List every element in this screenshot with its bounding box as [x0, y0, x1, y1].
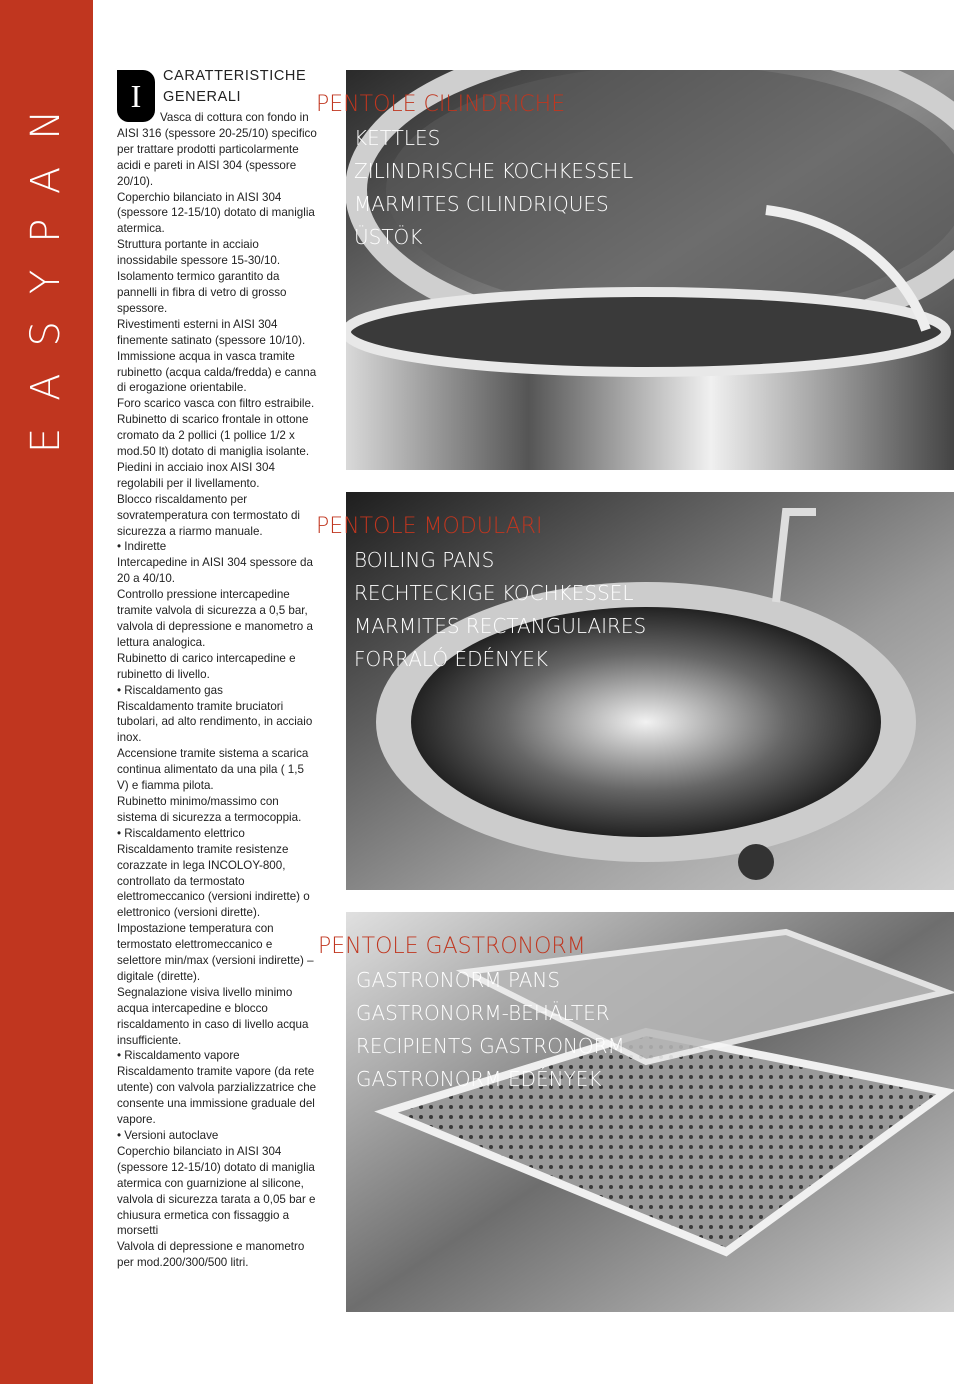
language-badge: I	[117, 70, 155, 122]
feature-paragraph: Immissione acqua in vasca tramite rubinetto (acqua calda/fredda) e canna di erogazione orientabile.	[117, 349, 317, 395]
feature-paragraph: Controllo pressione intercapedine tramite valvola di sicurezza a 0,5 bar, valvola di depressione e manometro a lettura analogica.	[117, 588, 313, 649]
feature-paragraph: • Riscaldamento gas	[117, 683, 223, 697]
feature-paragraph: Coperchio bilanciato in AISI 304 (spessore 12-15/10) dotato di maniglia atermica con guarnizione al silicone, valvola di sicurezza tarata a 0,05 bar e chiusura ermetica con fissaggio a morsetti	[117, 1144, 316, 1238]
section-title-line: GENERALI	[163, 89, 242, 105]
caption-title-gastronorm: PENTOLE GASTRONORM	[318, 934, 586, 959]
feature-paragraph: • Riscaldamento vapore	[117, 1049, 240, 1063]
caption-line: MARMITES CILINDRIQUES	[354, 192, 609, 216]
feature-paragraph: Riscaldamento tramite bruciatori tubolari, ad alto rendimento, in acciaio inox.	[117, 699, 313, 745]
feature-paragraph: Foro scarico vasca con filtro estraibile.	[117, 397, 315, 411]
feature-paragraph: Rubinetto di carico intercapedine e rubinetto di livello.	[117, 651, 296, 681]
caption-list-gastronorm	[356, 964, 625, 1096]
section-title	[163, 66, 313, 108]
feature-paragraph: Rubinetto minimo/massimo con sistema di sicurezza a termocoppia.	[117, 794, 302, 824]
feature-paragraph: Segnalazione visiva livello minimo acqua intercapedine e blocco riscaldamento in caso di livello acqua insufficiente.	[117, 985, 309, 1047]
caption-line: ÜSTÖK	[354, 225, 423, 249]
feature-paragraph: Rivestimenti esterni in AISI 304 finemente satinato (spessore 10/10).	[117, 317, 306, 347]
caption-title-modular: PENTOLE MODULARI	[316, 514, 543, 539]
features-text	[117, 110, 317, 1271]
feature-paragraph: Accensione tramite sistema a scarica continua alimentato da una pila ( 1,5 V) e fiamma pilota.	[117, 747, 309, 793]
brand-sidebar	[0, 0, 93, 1384]
feature-paragraph: Intercapedine in AISI 304 spessore da 20 a 40/10.	[117, 556, 313, 586]
feature-paragraph: Blocco riscaldamento per sovratemperatura con termostato di sicurezza a riarmo manuale.	[117, 492, 301, 538]
feature-paragraph: Struttura portante in acciaio inossidabile spessore 15-30/10.	[117, 238, 281, 268]
caption-line: RECHTECKIGE KOCHKESSEL	[354, 581, 634, 605]
feature-paragraph: Riscaldamento tramite resistenze corazzate in lega INCOLOY-800, controllato da termostato elettromeccanico (versioni indirette) o elettronico (versioni dirette).	[117, 842, 310, 920]
section-title-line: CARATTERISTICHE	[163, 68, 307, 84]
caption-list-kettles	[354, 122, 633, 254]
feature-paragraph: Isolamento termico garantito da pannelli in fibra di vetro di grosso spessore.	[117, 270, 287, 315]
caption-line: MARMITES RECTANGULAIRES	[354, 614, 647, 638]
feature-paragraph: Rubinetto di scarico frontale in ottone cromato da 2 pollici (1 pollice 1/2 x mod.50 lt) dotato di maniglia isolante.	[117, 413, 310, 459]
caption-line: GASTRONORM EDÉNYEK	[356, 1067, 602, 1091]
feature-paragraph: Piedini in acciaio inox AISI 304 regolabili per il livellamento.	[117, 460, 275, 490]
feature-paragraph: • Indirette	[117, 540, 167, 554]
caption-list-modular	[354, 544, 646, 676]
feature-paragraph: Valvola di depressione e manometro per mod.200/300/500 litri.	[117, 1240, 305, 1270]
caption-line: ZILINDRISCHE KOCHKESSEL	[354, 159, 634, 183]
brand-wordmark: EASYPAN	[23, 82, 69, 454]
caption-line: KETTLES	[354, 126, 441, 150]
feature-paragraph: • Versioni autoclave	[117, 1129, 219, 1142]
caption-line: BOILING PANS	[354, 548, 495, 572]
caption-line: FORRALÓ EDÉNYEK	[354, 647, 549, 671]
feature-paragraph: • Riscaldamento elettrico	[117, 826, 245, 840]
caption-line: RECIPIENTS GASTRONORM	[356, 1034, 625, 1058]
feature-paragraph: Riscaldamento tramite vapore (da rete utente) con valvola parzializzatrice che consente una immissione graduale del vapore.	[117, 1065, 317, 1127]
caption-line: GASTRONORM-BEHÄLTER	[356, 1001, 610, 1025]
caption-line: GASTRONORM PANS	[356, 968, 561, 992]
feature-paragraph: Impostazione temperatura con termostato elettromeccanico e selettore min/max (versioni indirette) – digitale (dirette).	[117, 922, 314, 983]
feature-paragraph: Coperchio bilanciato in AISI 304 (spessore 12-15/10) dotato di maniglia atermica.	[117, 190, 315, 236]
feature-paragraph: Vasca di cottura con fondo in AISI 316 (spessore 20-25/10) specifico per trattare prodotti particolarmente acidi e pareti in AISI 304 (spessore 20/10).	[117, 111, 317, 188]
caption-title-kettles: PENTOLE CILINDRICHE	[316, 92, 566, 117]
